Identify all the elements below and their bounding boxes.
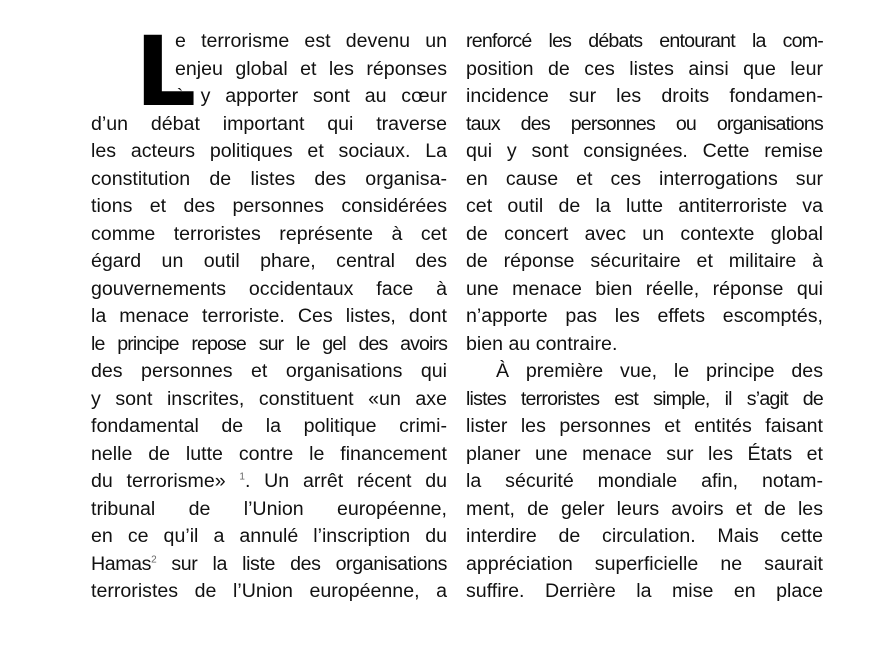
text-line: position de ces listes ainsi que leur: [466, 57, 823, 80]
drop-cap: L: [135, 16, 197, 128]
text-line: les acteurs politiques et sociaux. La: [91, 140, 447, 162]
text-line: à y apporter sont au cœur: [175, 85, 447, 107]
text-line: listes terroristes est simple, il s’agit de: [466, 387, 823, 410]
text-line: nelle de lutte contre le financement: [91, 442, 447, 465]
text-line: enjeu global et les réponses: [175, 57, 447, 80]
text-line-footnote-1: [91, 468, 447, 496]
text-line: d’un débat important qui traverse: [91, 112, 447, 135]
text-line: renforcé les débats entourant la com-: [466, 30, 823, 52]
text-fragment: Hamas: [91, 552, 152, 575]
text-line: qui y sont consignées. Cette remise: [466, 140, 823, 162]
text-fragment: du terrorisme»: [91, 470, 226, 492]
left-column: [91, 16, 447, 606]
text-fragment: . Un arrêt récent du: [244, 470, 447, 492]
text-line: ment, de geler leurs avoirs et de les: [466, 497, 823, 520]
text-line: égard un outil phare, central des: [91, 250, 447, 272]
text-line: terroristes de l’Union européenne, a: [91, 580, 447, 602]
text-line: de réponse sécuritaire et militaire à: [466, 250, 823, 272]
text-line: en ce qu’il a annulé l’inscription du: [91, 525, 447, 547]
right-column: [466, 28, 823, 606]
text-line: appréciation superficielle ne saurait: [466, 552, 823, 575]
text-line: y sont inscrites, constituent «un axe: [91, 387, 447, 410]
text-line: suffire. Derrière la mise en place: [466, 580, 823, 602]
text-line-footnote-2: [91, 551, 447, 579]
text-line: cet outil de la lutte antiterroriste va: [466, 195, 823, 217]
text-line: planer une menace sur les États et: [466, 442, 823, 465]
text-line: taux des personnes ou organisations: [466, 112, 823, 135]
text-line: le principe repose sur le gel des avoirs: [91, 332, 447, 355]
text-line: une menace bien réelle, réponse qui: [466, 277, 823, 300]
text-line: interdire de circulation. Mais cette: [466, 525, 823, 547]
footnote-marker[interactable]: 2: [151, 553, 157, 565]
text-line: de concert avec un contexte global: [466, 222, 823, 245]
text-line: tribunal de l’Union européenne,: [91, 497, 447, 520]
text-line: bien au contraire.: [466, 332, 618, 355]
text-fragment: sur la liste des organisations: [171, 552, 447, 575]
text-line: incidence sur les droits fondamen-: [466, 85, 823, 107]
text-line: comme terroristes représente à cet: [91, 222, 447, 245]
footnote-marker[interactable]: 1: [239, 471, 245, 483]
text-line: e terrorisme est devenu un: [175, 30, 447, 52]
text-line: la menace terroriste. Ces listes, dont: [91, 305, 447, 327]
text-line: en cause et ces interrogations sur: [466, 167, 823, 190]
text-line: constitution de listes des organisa-: [91, 167, 447, 190]
text-line: la sécurité mondiale afin, notam-: [466, 470, 823, 492]
text-line: n’apporte pas les effets escomptés,: [466, 305, 823, 327]
text-line: tions et des personnes considérées: [91, 195, 447, 217]
text-line: lister les personnes et entités faisant: [466, 415, 823, 437]
text-line: fondamental de la politique crimi-: [91, 415, 447, 437]
text-line: gouvernements occidentaux face à: [91, 277, 447, 300]
text-line: des personnes et organisations qui: [91, 360, 447, 382]
text-line: À première vue, le principe des: [496, 360, 823, 382]
